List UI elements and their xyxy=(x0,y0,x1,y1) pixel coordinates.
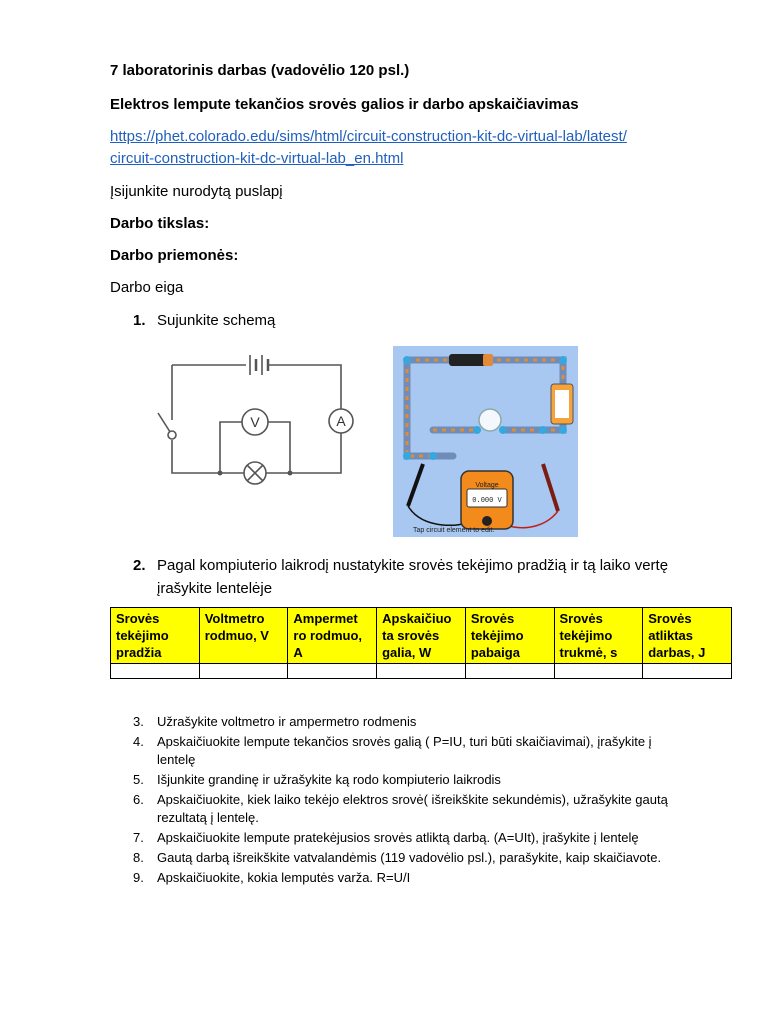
procedure-label: Darbo eiga xyxy=(110,279,184,296)
table-header-line: atliktas xyxy=(648,628,694,643)
goal-label: Darbo tikslas: xyxy=(110,215,210,232)
table-header-line: tekėjimo xyxy=(559,628,613,643)
table-header-line: trukmė, s xyxy=(559,645,618,660)
table-cell[interactable] xyxy=(643,664,732,679)
tools-label: Darbo priemonės: xyxy=(110,247,239,264)
list-item-text: rezultatą į lentelę. xyxy=(157,810,259,825)
table-cell[interactable] xyxy=(199,664,288,679)
simulation-screenshot xyxy=(393,346,578,537)
list-item-text: Apskaičiuokite, kiek laiko tekėjo elektros srovė( išreikškite sekundėmis), užrašykite gautą xyxy=(157,792,668,807)
red-probe-lead xyxy=(543,464,558,511)
meter-label: Voltage xyxy=(475,482,499,489)
table-header-line: A xyxy=(293,645,303,660)
junction-dot-left xyxy=(218,471,223,476)
circuit-schematic xyxy=(150,345,360,490)
table-header-line: galia, W xyxy=(382,645,432,660)
table-header-line: Srovės xyxy=(648,611,692,626)
table-header-cell xyxy=(111,608,200,664)
table-header-cell xyxy=(288,608,377,664)
list-item-number: 8. xyxy=(133,850,144,865)
list-item-text: Apskaičiuokite lempute tekančios srovės galią ( P=IU, turi būti skaičiavimai), įrašykite į xyxy=(157,734,652,749)
step-1-text: Sujunkite schemą xyxy=(157,312,276,329)
step-2-number: 2. xyxy=(133,557,146,574)
meter-value: 0.000 V xyxy=(472,497,502,505)
list-item-text: Gautą darbą išreikškite vatvalandėmis (119 vadovėlio psl.), parašykite, kaip skaičiavote. xyxy=(157,850,662,865)
table-header-cell xyxy=(554,608,643,664)
list-item-number: 7. xyxy=(133,830,144,845)
table-cell[interactable] xyxy=(465,664,554,679)
table-header-cell xyxy=(377,608,466,664)
schematic-top-wire-right xyxy=(268,365,341,410)
table-cell[interactable] xyxy=(111,664,200,679)
table-header-cell xyxy=(465,608,554,664)
table-row xyxy=(111,664,732,679)
table-header-line: Voltmetro xyxy=(204,611,265,626)
ammeter-symbol: A xyxy=(336,413,346,429)
table-header-line: tekėjimo xyxy=(116,628,169,643)
table-cell[interactable] xyxy=(377,664,466,679)
table-header-line: pabaiga xyxy=(470,645,520,660)
table-header-cell xyxy=(199,608,288,664)
light-bulb xyxy=(479,409,501,431)
table-cell[interactable] xyxy=(288,664,377,679)
list-item-number: 9. xyxy=(133,870,144,885)
table-header-line: rodmuo, V xyxy=(204,628,269,643)
list-item-number: 5. xyxy=(133,772,144,787)
table-header-row xyxy=(111,608,732,664)
list-item-number: 3. xyxy=(133,714,144,729)
black-probe-lead xyxy=(408,464,423,506)
step-2-text-line2: įrašykite lentelėje xyxy=(157,580,273,597)
simulation-link-line1[interactable]: https://phet.colorado.edu/sims/html/circuit-construction-kit-dc-virtual-lab/latest/ xyxy=(110,128,627,145)
step-2-text-line1: Pagal kompiuterio laikrodį nustatykite srovės tekėjimo pradžią ir tą laiko vertę xyxy=(157,557,669,574)
step-1-number: 1. xyxy=(133,312,146,329)
simulation-link-line2[interactable]: circuit-construction-kit-dc-virtual-lab_en.html xyxy=(110,150,404,167)
table-header-line: ro rodmuo, xyxy=(293,628,363,643)
list-item-text: Apskaičiuokite, kokia lemputės varža. R=U/I xyxy=(157,870,411,885)
voltmeter-symbol: V xyxy=(250,414,260,430)
table-cell[interactable] xyxy=(554,664,643,679)
sim-hint: Tap circuit element to edit. xyxy=(413,527,495,534)
table-header-line: pradžia xyxy=(116,645,162,660)
list-item-text: Užrašykite voltmetro ir ampermetro rodmenis xyxy=(157,714,417,729)
table-header-line: tekėjimo xyxy=(470,628,524,643)
table-header-cell xyxy=(643,608,732,664)
table-header-line: Ampermet xyxy=(293,611,358,626)
open-page-instruction: Įsijunkite nurodytą puslapį xyxy=(110,183,283,200)
table-header-line: Srovės xyxy=(116,611,160,626)
wires xyxy=(407,360,563,456)
measurement-table xyxy=(110,607,732,679)
list-item-text: Išjunkite grandinę ir užrašykite ką rodo kompiuterio laikrodis xyxy=(157,772,501,787)
list-item-number: 6. xyxy=(133,792,144,807)
list-item-text: lentelę xyxy=(157,752,196,767)
table-header-line: darbas, J xyxy=(648,645,706,660)
switch-contact xyxy=(168,431,176,439)
list-item-text: Apskaičiuokite lempute pratekėjusios srovės atliktą darbą. (A=UIt), įrašykite į lentelę xyxy=(157,830,639,845)
table-header-line: Srovės xyxy=(470,611,515,626)
page-subtitle: Elektros lempute tekančios srovės galios ir darbo apskaičiavimas xyxy=(110,96,579,113)
page-title: 7 laboratorinis darbas (vadovėlio 120 psl.) xyxy=(110,62,410,79)
junction-dot-right xyxy=(288,471,293,476)
table-header-line: Apskaičiuo xyxy=(382,611,452,626)
table-header-line: ta srovės xyxy=(382,628,440,643)
table-header-line: Srovės xyxy=(559,611,603,626)
list-item-number: 4. xyxy=(133,734,144,749)
